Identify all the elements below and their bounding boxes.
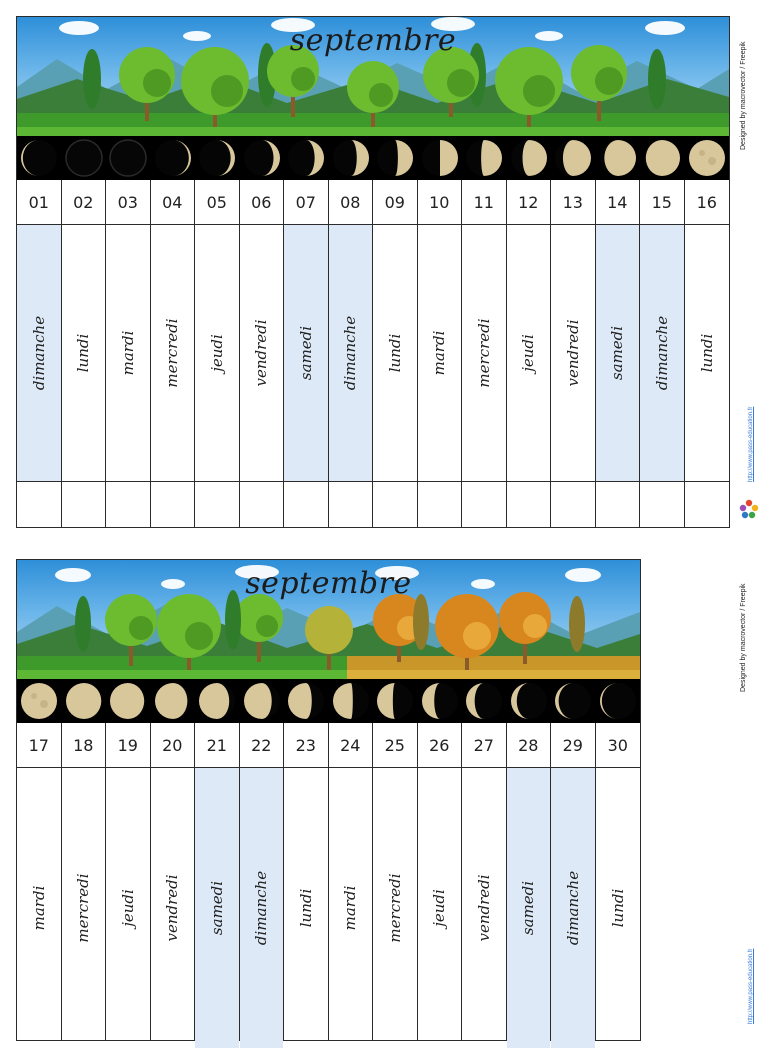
weekday-name: dimanche: [29, 315, 48, 391]
writing-box[interactable]: [329, 482, 373, 527]
writing-box[interactable]: [596, 482, 640, 527]
weekday-cell: [596, 768, 641, 1048]
day-column: [507, 723, 552, 1040]
calendar-first-half: [16, 16, 730, 528]
weekday-cell: [17, 768, 61, 1048]
weekday-name: mercredi: [385, 873, 404, 943]
day-number: 25: [373, 723, 417, 768]
day-number: 20: [151, 723, 195, 768]
day-number: 14: [596, 180, 640, 225]
day-column: [195, 723, 240, 1040]
day-column: [596, 180, 641, 527]
moon-phase-icon: [418, 136, 463, 180]
weekday-name: mardi: [29, 885, 48, 931]
day-number: 10: [418, 180, 462, 225]
website-link-2[interactable]: http://www.pass-education.fr: [748, 948, 754, 1024]
weekday-name: samedi: [296, 325, 315, 381]
weekday-cell: [106, 768, 150, 1048]
moon-phase-icon: [62, 679, 107, 723]
day-column: [151, 723, 196, 1040]
calendar-second-half: [16, 559, 641, 1041]
weekday-cell: [507, 768, 551, 1048]
day-number: 05: [195, 180, 239, 225]
weekday-cell: [17, 225, 61, 482]
weekday-name: lundi: [385, 333, 404, 373]
weekday-cell: [462, 768, 506, 1048]
moon-phase-icon: [507, 679, 552, 723]
writing-box[interactable]: [462, 482, 506, 527]
moon-phase-icon: [284, 679, 329, 723]
writing-box[interactable]: [106, 482, 150, 527]
weekday-name: lundi: [74, 333, 93, 373]
moon-phase-icon: [551, 679, 596, 723]
moon-phase-icon: [551, 136, 596, 180]
weekday-name: lundi: [608, 888, 627, 928]
day-number: 09: [373, 180, 417, 225]
moon-phase-icon: [329, 136, 374, 180]
moon-phase-icon: [418, 679, 463, 723]
moon-phase-icon: [640, 136, 685, 180]
day-column: [329, 723, 374, 1040]
weekday-cell: [596, 225, 640, 482]
moon-phase-icon: [151, 136, 196, 180]
day-column: [418, 180, 463, 527]
day-number: 02: [62, 180, 106, 225]
day-column: [418, 723, 463, 1040]
moon-phase-icon: [106, 679, 151, 723]
day-column: [373, 180, 418, 527]
writing-box[interactable]: [284, 482, 328, 527]
weekday-cell: [329, 225, 373, 482]
weekday-cell: [195, 768, 239, 1048]
moon-phase-icon: [329, 679, 374, 723]
weekday-name: dimanche: [341, 315, 360, 391]
weekday-cell: [62, 768, 106, 1048]
weekday-cell: [151, 225, 195, 482]
moon-phase-icon: [151, 679, 196, 723]
day-number: 17: [17, 723, 61, 768]
moon-phase-icon: [240, 679, 285, 723]
landscape-banner: [17, 560, 640, 679]
day-column: [106, 180, 151, 527]
weekday-name: jeudi: [519, 334, 538, 372]
writing-box[interactable]: [62, 482, 106, 527]
day-number: 30: [596, 723, 641, 768]
writing-box[interactable]: [418, 482, 462, 527]
day-number: 11: [462, 180, 506, 225]
weekday-name: mercredi: [474, 318, 493, 388]
weekday-name: jeudi: [207, 334, 226, 372]
day-number: 04: [151, 180, 195, 225]
moon-phase-icon: [195, 679, 240, 723]
weekday-cell: [240, 768, 284, 1048]
writing-box[interactable]: [151, 482, 195, 527]
weekday-name: lundi: [697, 333, 716, 373]
day-column: [284, 180, 329, 527]
moon-phase-icon: [106, 136, 151, 180]
day-number: 01: [17, 180, 61, 225]
day-column: [640, 180, 685, 527]
day-column: [596, 723, 641, 1040]
day-column: [462, 180, 507, 527]
day-column: [62, 723, 107, 1040]
day-columns: [17, 723, 640, 1040]
writing-box[interactable]: [507, 482, 551, 527]
writing-box[interactable]: [195, 482, 239, 527]
weekday-name: jeudi: [430, 889, 449, 927]
day-column: [284, 723, 329, 1040]
moon-phase-icon: [284, 136, 329, 180]
weekday-cell: [507, 225, 551, 482]
day-column: [17, 180, 62, 527]
weekday-name: samedi: [207, 880, 226, 936]
weekday-name: mardi: [118, 330, 137, 376]
weekday-name: dimanche: [563, 870, 582, 946]
moon-phase-icon: [685, 136, 730, 180]
weekday-cell: [462, 225, 506, 482]
weekday-name: lundi: [296, 888, 315, 928]
day-column: [685, 180, 730, 527]
day-number: 28: [507, 723, 551, 768]
writing-box[interactable]: [685, 482, 730, 527]
writing-box[interactable]: [240, 482, 284, 527]
day-column: [329, 180, 374, 527]
moon-phase-icon: [596, 679, 641, 723]
day-number: 27: [462, 723, 506, 768]
weekday-name: dimanche: [252, 870, 271, 946]
day-column: [507, 180, 552, 527]
website-link[interactable]: http://www.pass-education.fr: [748, 406, 754, 482]
weekday-name: dimanche: [652, 315, 671, 391]
weekday-name: samedi: [519, 880, 538, 936]
moon-phase-icon: [373, 136, 418, 180]
weekday-cell: [685, 225, 730, 482]
moon-phase-icon: [462, 679, 507, 723]
day-column: [551, 723, 596, 1040]
day-number: 22: [240, 723, 284, 768]
day-number: 06: [240, 180, 284, 225]
month-title: septembre: [289, 23, 457, 58]
moon-phase-icon: [62, 136, 107, 180]
writing-box[interactable]: [373, 482, 417, 527]
day-column: [462, 723, 507, 1040]
moon-phase-icon: [507, 136, 552, 180]
weekday-cell: [418, 225, 462, 482]
weekday-cell: [373, 768, 417, 1048]
weekday-cell: [151, 768, 195, 1048]
weekday-name: samedi: [608, 325, 627, 381]
weekday-cell: [284, 225, 328, 482]
day-column: [17, 723, 62, 1040]
moon-phase-strip: [17, 679, 640, 723]
weekday-cell: [329, 768, 373, 1048]
weekday-name: vendredi: [252, 319, 271, 387]
day-column: [551, 180, 596, 527]
writing-box[interactable]: [640, 482, 684, 527]
weekday-cell: [640, 225, 684, 482]
month-title: septembre: [245, 566, 412, 601]
weekday-name: mercredi: [74, 873, 93, 943]
day-number: 21: [195, 723, 239, 768]
day-number: 18: [62, 723, 106, 768]
weekday-name: mardi: [430, 330, 449, 376]
moon-phase-icon: [373, 679, 418, 723]
day-number: 12: [507, 180, 551, 225]
publisher-logo-icon: [739, 499, 759, 519]
weekday-name: vendredi: [563, 319, 582, 387]
day-number: 13: [551, 180, 595, 225]
day-column: [151, 180, 196, 527]
day-number: 29: [551, 723, 595, 768]
image-credit-2: Designed by macrovector / Freepik: [740, 583, 747, 692]
image-credit: Designed by macrovector / Freepik: [740, 41, 747, 150]
weekday-cell: [62, 225, 106, 482]
day-number: 19: [106, 723, 150, 768]
weekday-cell: [106, 225, 150, 482]
moon-phase-icon: [17, 679, 62, 723]
day-column: [240, 723, 285, 1040]
day-number: 26: [418, 723, 462, 768]
writing-box[interactable]: [17, 482, 61, 527]
moon-phase-icon: [596, 136, 641, 180]
moon-phase-icon: [195, 136, 240, 180]
day-number: 15: [640, 180, 684, 225]
weekday-cell: [418, 768, 462, 1048]
day-number: 07: [284, 180, 328, 225]
landscape-banner: [17, 17, 729, 136]
moon-phase-icon: [17, 136, 62, 180]
weekday-cell: [195, 225, 239, 482]
day-columns: [17, 180, 729, 527]
moon-phase-icon: [240, 136, 285, 180]
day-column: [240, 180, 285, 527]
day-column: [195, 180, 240, 527]
weekday-cell: [240, 225, 284, 482]
weekday-cell: [551, 225, 595, 482]
day-column: [62, 180, 107, 527]
day-number: 23: [284, 723, 328, 768]
moon-phase-icon: [462, 136, 507, 180]
weekday-name: vendredi: [474, 874, 493, 942]
weekday-cell: [373, 225, 417, 482]
moon-phase-strip: [17, 136, 729, 180]
writing-box[interactable]: [551, 482, 595, 527]
day-number: 03: [106, 180, 150, 225]
day-number: 08: [329, 180, 373, 225]
day-column: [106, 723, 151, 1040]
weekday-name: jeudi: [118, 889, 137, 927]
weekday-name: mardi: [341, 885, 360, 931]
day-number: 16: [685, 180, 730, 225]
day-column: [373, 723, 418, 1040]
weekday-cell: [551, 768, 595, 1048]
weekday-cell: [284, 768, 328, 1048]
weekday-name: mercredi: [163, 318, 182, 388]
day-number: 24: [329, 723, 373, 768]
weekday-name: vendredi: [163, 874, 182, 942]
